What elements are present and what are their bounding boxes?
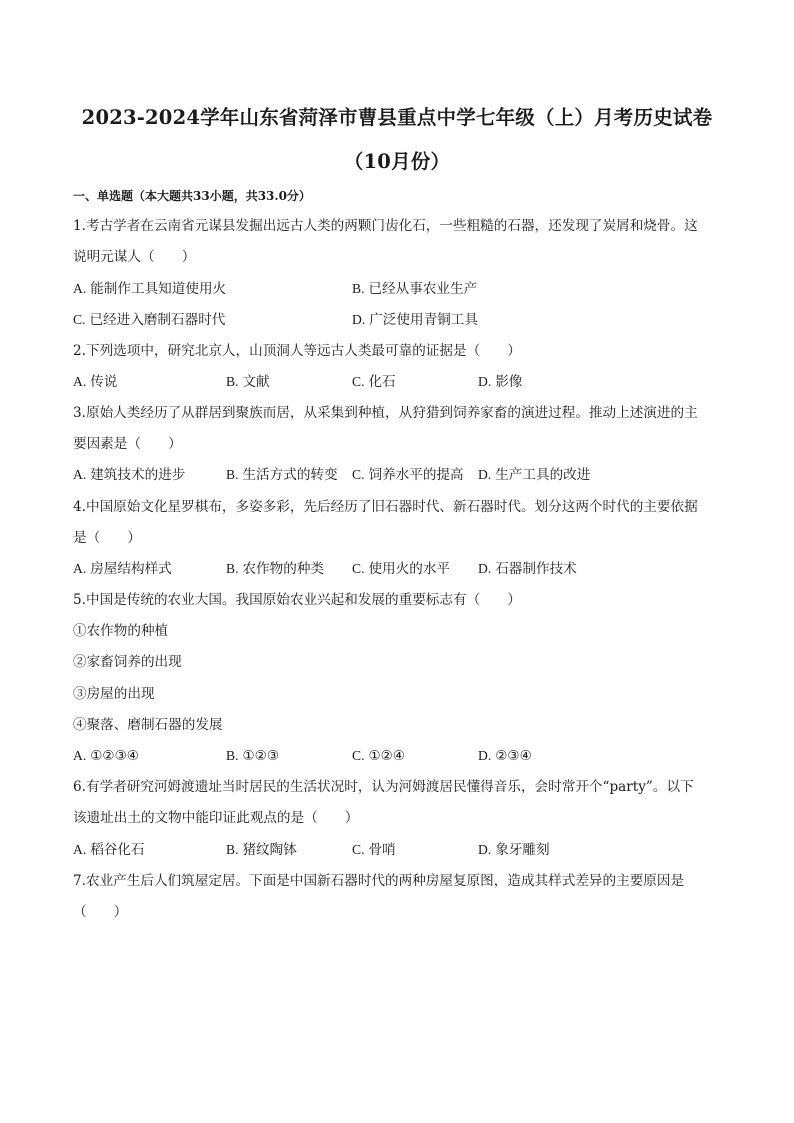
question-5-item: ②家畜饲养的出现 <box>73 654 182 670</box>
question-3-option-c: C. 饲养水平的提高 <box>352 467 464 483</box>
question-2-text: 2.下列选项中，研究北京人，山顶洞人等远古人类最可靠的证据是（ ） <box>73 343 521 359</box>
question-3-text: 要因素是（ ） <box>73 436 182 452</box>
question-3-option-a: A. 建筑技术的进步 <box>73 467 186 483</box>
question-3-option-b: B. 生活方式的转变 <box>226 467 338 483</box>
question-5-item: ①农作物的种植 <box>73 623 169 639</box>
question-4-option-b: B. 农作物的种类 <box>226 561 325 577</box>
question-5-option-d: D. ②③④ <box>478 748 532 764</box>
question-1-option-b: B. 已经从事农业生产 <box>352 281 478 297</box>
question-4-option-c: C. 使用火的水平 <box>352 561 451 577</box>
question-1-option-a: A. 能制作工具知道使用火 <box>73 281 227 297</box>
question-5-item: ④聚落、磨制石器的发展 <box>73 717 223 733</box>
question-5-option-a: A. ①②③④ <box>73 748 139 764</box>
question-4-text: 是（ ） <box>73 530 141 546</box>
question-7-text: 7.农业产生后人们筑屋定居。下面是中国新石器时代的两种房屋复原图，造成其样式差异的主要原因是 <box>73 873 685 889</box>
question-5-option-c: C. ①②④ <box>352 748 406 764</box>
section-header: 一、单选题（本大题共33小题，共33.0分） <box>73 189 311 203</box>
question-2-option-c: C. 化石 <box>352 374 396 390</box>
question-1-text: 说明元谋人（ ） <box>73 249 196 265</box>
question-1-text: 1.考古学者在云南省元谋县发掘出远古人类的两颗门齿化石，一些粗糙的石器，还发现了炭屑和烧骨。这 <box>73 218 698 234</box>
question-7-text: （ ） <box>73 904 128 920</box>
question-4-text: 4.中国原始文化星罗棋布，多姿多彩，先后经历了旧石器时代、新石器时代。划分这两个时代的主要依据 <box>73 499 698 515</box>
question-2-option-b: B. 文献 <box>226 374 270 390</box>
question-2-option-d: D. 影像 <box>478 374 523 390</box>
question-5-text: 5.中国是传统的农业大国。我国原始农业兴起和发展的重要标志有（ ） <box>73 592 521 608</box>
exam-subtitle: （10月份） <box>343 150 451 173</box>
question-1-option-d: D. 广泛使用青铜工具 <box>352 312 478 328</box>
question-4-option-a: A. 房屋结构样式 <box>73 561 172 577</box>
exam-title: 2023-2024学年山东省菏泽市曹县重点中学七年级（上）月考历史试卷 <box>81 106 713 129</box>
question-5-option-b: B. ①②③ <box>226 748 280 764</box>
question-6-option-d: D. 象牙雕刻 <box>478 842 550 858</box>
question-6-option-a: A. 稻谷化石 <box>73 842 145 858</box>
question-5-item: ③房屋的出现 <box>73 686 155 702</box>
question-4-option-d: D. 石器制作技术 <box>478 561 577 577</box>
question-3-text: 3.原始人类经历了从群居到聚族而居，从采集到种植，从狩猎到饲养家畜的演进过程。推动上述演进的主 <box>73 405 698 421</box>
question-2-option-a: A. 传说 <box>73 374 118 390</box>
question-6-text: 6.有学者研究河姆渡遗址当时居民的生活状况时，认为河姆渡居民懂得音乐，会时常开个“party”。以下 <box>73 779 694 795</box>
question-6-option-b: B. 猪纹陶钵 <box>226 842 297 858</box>
question-6-text: 该遗址出土的文物中能印证此观点的是（ ） <box>73 810 359 826</box>
question-3-option-d: D. 生产工具的改进 <box>478 467 591 483</box>
question-6-option-c: C. 骨哨 <box>352 842 396 858</box>
question-1-option-c: C. 已经进入磨制石器时代 <box>73 312 226 328</box>
